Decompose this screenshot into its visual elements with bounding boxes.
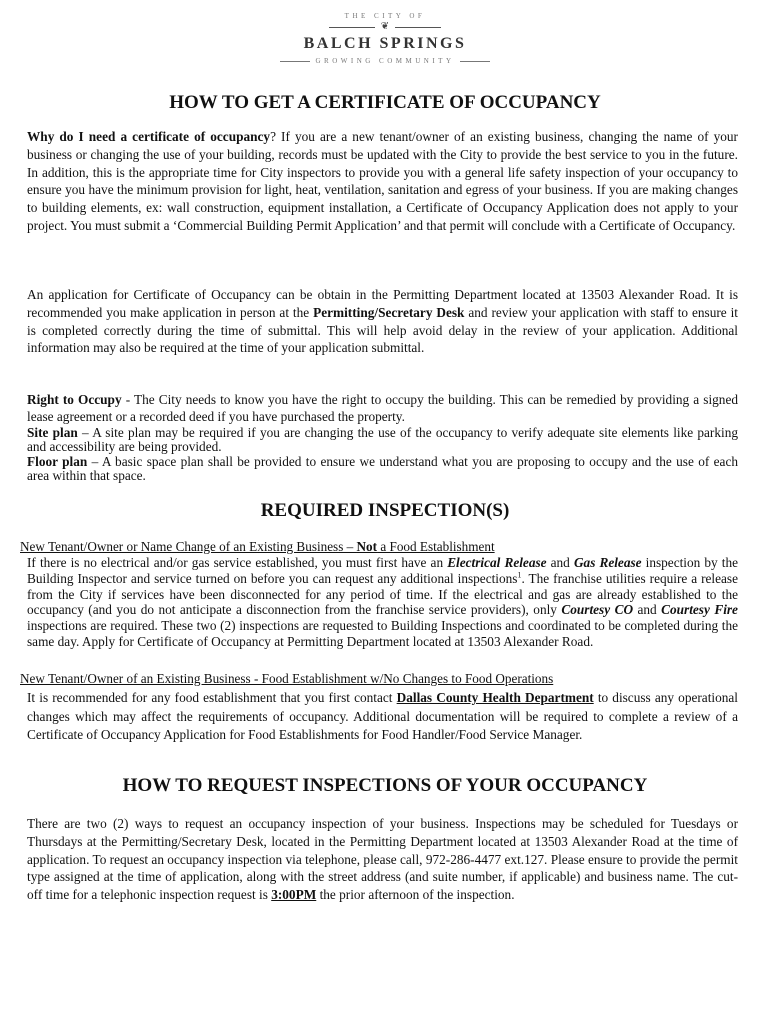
city-logo [270, 12, 500, 65]
logo-leaf-icon: ❦ [380, 21, 390, 32]
footnote-marker: 1 [517, 570, 522, 580]
food-section-heading: New Tenant/Owner of an Existing Business - Food Establishment w/No Changes to Food Operations [20, 671, 554, 686]
electrical-release-label: Electrical Release [447, 555, 547, 570]
logo-city-name: BALCH SPRINGS [303, 35, 467, 52]
logo-left-rule [329, 27, 375, 28]
food-text-2: to discuss any operational changes which may affect the requirements of occupancy. Additional documentation will be required to complete a review of a Certificate of Occupancy Application for Food Establishments for Food Handler/Food Service Manager. [27, 690, 738, 742]
application-text-a: An application for Certificate of Occupancy can be obtain in the Permitting Department located at 13503 Alexander Road. It is recommended you make application in person at the [27, 287, 738, 320]
floor-plan-paragraph [27, 455, 738, 483]
site-plan-paragraph [27, 426, 738, 454]
why-text: ? If you are a new tenant/owner of an existing business, changing the name of your business or changing the use of your building, records must be updated with the City to provide the best service to you in the future. In addition, this is the appropriate time for City inspectors to provide you with a general life safety inspection of your occupancy to ensure you have the minimum provision for light, heat, ventilation, sanitation and egress of your business. If you are making changes to building elements, ex: wall construction, equipment installation, a Certificate of Occupancy Application does not apply to your project. You must submit a ‘Commercial Building Permit Application’ and that permit will conclude with a Certificate of Occupancy. [27, 129, 738, 233]
gas-release-label: Gas Release [573, 555, 642, 570]
food-text-1: It is recommended for any food establishment that you first contact [27, 690, 397, 705]
request-text-2: the prior afternoon of the inspection. [316, 887, 515, 903]
non-food-text-1: If there is no electrical and/or gas service established, you must first have an [27, 555, 448, 570]
logo-tagline-row [270, 57, 500, 65]
logo-right-rule [395, 27, 441, 28]
site-plan-lead: Site plan [27, 425, 78, 440]
non-food-text-5: and [633, 602, 662, 618]
floor-plan-lead: Floor plan [27, 454, 88, 469]
non-food-text-4: . The franchise utilities require a release from the City if services have been disconnected for any period of time. If the electrical and gas are already established to the occupancy (and you do not anticipate a disconnection from the franchise service providers), only [27, 570, 739, 618]
courtesy-fire-label: Courtesy Fire [661, 602, 738, 618]
page-title: HOW TO GET A CERTIFICATE OF OCCUPANCY [169, 92, 601, 113]
non-food-section-heading [20, 539, 495, 555]
request-inspections-heading: HOW TO REQUEST INSPECTIONS OF YOUR OCCUPANCY [122, 775, 648, 796]
logo-tagline: GROWING COMMUNITY [315, 57, 455, 65]
why-certificate-paragraph [27, 128, 738, 235]
request-inspections-paragraph [27, 815, 738, 904]
right-to-occupy-text: - The City needs to know you have the right to occupy the building. This can be remedied by providing a signed lease agreement or a recorded deed if you have purchased the property. [27, 392, 738, 424]
right-to-occupy-lead: Right to Occupy [27, 392, 122, 407]
site-plan-text: – A site plan may be required if you are changing the use of the occupancy to verify adequate site elements like parking and accessibility are being provided. [27, 425, 738, 454]
non-food-text-6: inspections are required. These two (2) inspections are requested to Building Inspections and coordinated to be completed during the same day. Apply for Certificate of Occupancy at Permitting Department located at 13503 Alexander Road. [27, 618, 738, 649]
application-paragraph [27, 286, 738, 357]
non-food-heading-not: Not [356, 539, 378, 554]
why-lead: Why do I need a certificate of occupancy [27, 129, 271, 144]
logo-rule-row [270, 22, 500, 32]
logo-tagline-right-rule [460, 61, 490, 62]
application-text-b: and review your application with staff to ensure it is completed correctly during the time of submittal. This will help avoid delay in the review of your application. Additional information may also be required at the time of your application submittal. [27, 304, 738, 356]
health-department-link[interactable]: Dallas County Health Department [396, 690, 594, 705]
request-text-1: There are two (2) ways to request an occupancy inspection of your business. Inspections may be scheduled for Tuesdays or Thursdays at the Permitting/Secretary Desk, located in the Permitting Department located at 13503 Alexander Road at the time of application. To request an occupancy inspection via telephone, please call, 972-286-4477 ext.127. Please ensure to provide the permit type assigned at the time of application, along with the street address (and suite number, if applicable) and business name. The cut-off time for a telephonic inspection request is [27, 816, 738, 903]
non-food-text-3: inspection by the Building Inspector and service turned on before you can request any additional inspections [27, 555, 739, 586]
required-inspections-heading: REQUIRED INSPECTION(S) [260, 500, 510, 521]
floor-plan-text: – A basic space plan shall be provided to ensure we understand what you are proposing to occupy and the use of each area within that space. [27, 454, 738, 483]
logo-tagline-left-rule [280, 61, 310, 62]
non-food-section-body [27, 555, 738, 650]
food-section-body [27, 689, 738, 745]
permitting-desk-label: Permitting/Secretary Desk [313, 304, 465, 320]
courtesy-co-label: Courtesy CO [561, 602, 634, 618]
non-food-text-2: and [546, 555, 574, 570]
non-food-heading-b: a Food Establishment [377, 539, 495, 554]
logo-top-text: THE CITY OF [344, 12, 426, 20]
right-to-occupy-paragraph [27, 391, 738, 425]
non-food-heading-a: New Tenant/Owner or Name Change of an Existing Business – [20, 539, 357, 554]
cutoff-time: 3:00PM [271, 887, 317, 903]
